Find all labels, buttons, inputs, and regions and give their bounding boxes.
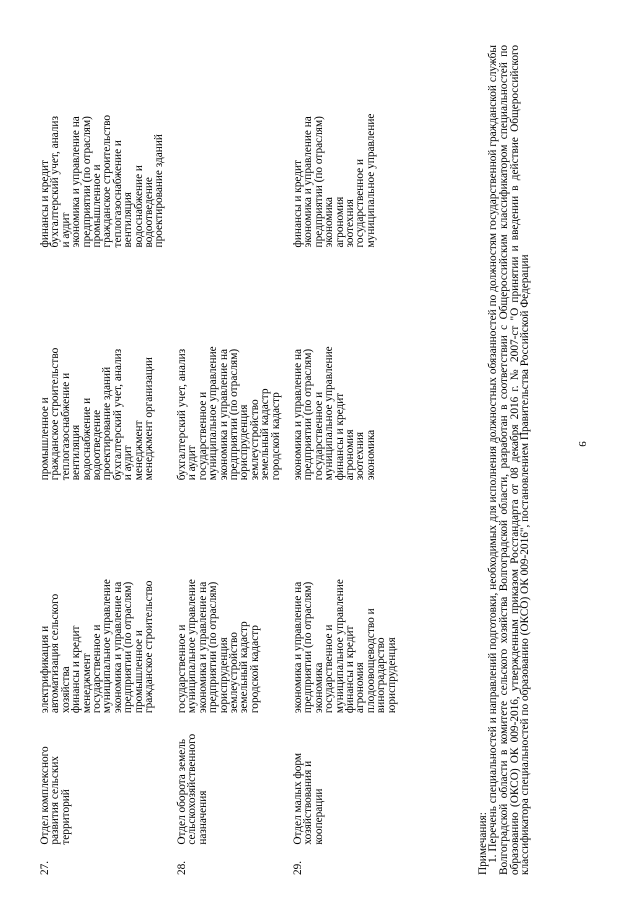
- specialties-column-b: [40, 247, 177, 480]
- specialties-column-a-line: государственное и: [91, 624, 104, 714]
- specialties-column-a-line: государственное и: [323, 624, 336, 714]
- specialties-column-b-line: бухгалтерский учет, анализ: [175, 348, 188, 481]
- specialties-column-c-line: предприятии (по отраслям): [80, 116, 93, 248]
- row-number: 28.: [175, 860, 188, 875]
- specialties-column-c: [40, 45, 177, 247]
- specialties-column-a-line: муниципальное управление: [186, 579, 199, 714]
- specialties-column-a-line: гражданское строительство: [143, 580, 156, 714]
- specialties-column-a-line: экономика: [312, 662, 325, 714]
- specialties-column-b-line: промышленное и: [39, 397, 51, 481]
- specialties-column-b-line: менеджмент организации: [143, 357, 156, 481]
- specialties-column-b-line: государственное и: [312, 391, 325, 481]
- specialties-column-a-line: городской кадастр: [248, 625, 261, 714]
- specialties-column-b-line: экономика и управление на: [291, 348, 304, 481]
- department-name-line: Отдел малых форм: [291, 752, 304, 845]
- specialties-column-b-line: и аудит: [186, 445, 199, 481]
- specialties-column-b-line: муниципальное управление: [207, 346, 220, 481]
- specialties-column-c-line: водоотведение: [143, 177, 156, 248]
- specialties-column-a-line: землеустройство: [227, 632, 240, 714]
- specialties-column-b-line: экономика и управление на: [217, 348, 230, 481]
- specialties-column-a-line: финансы и кредит: [70, 625, 83, 714]
- specialties-column-b-line: земельный кадастр: [259, 388, 272, 481]
- specialties-column-b-line: менеджмент: [132, 420, 145, 481]
- notes-text: 1. Перечень специальностей и направлений подготовки, необходимых для исполнения должностных обязанностей по должностям государственной гражданской службы Волгоградской области в комитете сельского хозяйства Волгоградской области, разработан в соответствии с Общероссийским классификатором специальностей по образованию (ОКСО) ОК 009-2016, утвержденным приказом Росстандарта от 08 декабря 2016 г. № 2007-ст "О принятии и введении в действие Общероссийского классификатора специальностей по образованию (ОКСО) ОК 009-2016", постановлением Правительства Российской Федерации: [487, 45, 532, 875]
- specialties-column-b-line: водоснабжение и: [80, 397, 93, 481]
- department-name-line: сельскохозяйственного: [186, 733, 199, 845]
- department-name: [177, 713, 293, 845]
- row-number: 29.: [291, 860, 304, 875]
- qualification-table: [40, 45, 409, 875]
- department-name-line: назначения: [196, 790, 209, 845]
- table-row: [40, 45, 177, 875]
- specialties-column-b-line: юриспруденция: [238, 404, 251, 481]
- department-name-line: развития сельских: [49, 755, 62, 845]
- table-row: [293, 45, 409, 875]
- row-number: 27.: [39, 860, 51, 875]
- specialties-column-a-line: промышленное и: [132, 630, 145, 714]
- specialties-column-a-line: экономика и управление на: [196, 581, 209, 714]
- specialties-column-b-line: зоотехния: [354, 431, 367, 481]
- specialties-column-b-line: государственное и: [196, 391, 209, 481]
- specialties-column-a-line: хозяйства: [59, 666, 72, 714]
- specialties-column-c-line: промышленное и: [91, 164, 104, 248]
- specialties-column-a-line: государственное и: [175, 624, 188, 714]
- department-name: [40, 713, 177, 845]
- specialties-column-a-line: муниципальное управление: [101, 579, 114, 714]
- specialties-column-a-line: виноградарство: [375, 637, 388, 714]
- specialties-column-b-line: теплогазоснабжение и: [59, 372, 72, 481]
- specialties-column-a: [293, 480, 409, 713]
- specialties-column-c-line: экономика: [323, 197, 336, 248]
- specialties-column-c: [177, 45, 293, 247]
- specialties-column-b-line: бухгалтерский учет, анализ: [111, 348, 124, 481]
- specialties-column-c-line: водоснабжение и: [132, 165, 145, 248]
- specialties-column-b-line: предприятии (по отраслям): [302, 348, 315, 481]
- specialties-column-a-line: автоматизация сельского: [49, 593, 62, 714]
- specialties-column-a-line: менеджмент: [80, 653, 93, 714]
- specialties-column-b-line: проектирование зданий: [101, 366, 114, 481]
- specialties-column-c-line: государственное и: [354, 158, 367, 248]
- specialties-column-b-line: гражданское строительство: [49, 347, 62, 481]
- specialties-column-c-line: муниципальное управление: [364, 113, 377, 248]
- specialties-column-c-line: предприятии (по отраслям): [312, 116, 325, 248]
- specialties-column-b-line: экономика: [364, 429, 377, 481]
- specialties-column-c-line: теплогазоснабжение и: [111, 140, 124, 248]
- specialties-column-a: [40, 480, 177, 713]
- department-name-line: Отдел комплексного: [39, 746, 51, 845]
- specialties-column-c-line: агрономия: [333, 196, 346, 248]
- specialties-column-b-line: водоотведение: [91, 409, 104, 481]
- specialties-column-a-line: предприятии (по отраслям): [207, 581, 220, 714]
- specialties-column-c-line: и аудит: [59, 212, 72, 248]
- specialties-column-c-line: финансы и кредит: [39, 159, 51, 248]
- page-number: 9: [576, 441, 588, 447]
- specialties-column-c-line: финансы и кредит: [291, 159, 304, 248]
- specialties-column-c-line: проектирование зданий: [153, 134, 166, 248]
- specialties-column-a-line: электрификация и: [39, 625, 51, 714]
- specialties-column-b-line: финансы и кредит: [333, 392, 346, 481]
- notes-section: [478, 45, 531, 875]
- specialties-column-b-line: агрономия: [343, 429, 356, 481]
- specialties-column-c-line: экономика и управление на: [70, 116, 83, 248]
- specialties-column-b-line: муниципальное управление: [323, 346, 336, 481]
- specialties-column-b: [177, 247, 293, 480]
- specialties-column-b-line: предприятии (по отраслям): [227, 348, 240, 481]
- specialties-column-a-line: предприятии (по отраслям): [122, 581, 135, 714]
- specialties-column-b-line: городской кадастр: [269, 392, 282, 481]
- specialties-column-b-line: и аудит: [122, 445, 135, 481]
- specialties-column-a-line: предприятии (по отраслям): [302, 581, 315, 714]
- notes-title: Примечания:: [477, 812, 489, 875]
- specialties-column-b-line: вентиляция: [70, 424, 83, 481]
- specialties-column-c-line: экономика и управление на: [302, 116, 315, 248]
- table-row: [177, 45, 293, 875]
- department-name-line: Отдел оборота земель: [175, 738, 188, 845]
- specialties-column-a-line: агрономия: [354, 662, 367, 714]
- specialties-column-c-line: бухгалтерский учет, анализ: [49, 116, 62, 248]
- specialties-column-a-line: финансы и кредит: [343, 625, 356, 714]
- specialties-column-a-line: экономика и управление на: [291, 581, 304, 714]
- specialties-column-b-line: землеустройство: [248, 399, 261, 481]
- specialties-column-c-line: зоотехния: [343, 199, 356, 248]
- specialties-column-a: [177, 480, 293, 713]
- rotated-page-content: [40, 45, 560, 875]
- specialties-column-a-line: юриспруденция: [217, 637, 230, 714]
- department-name-line: территорий: [59, 789, 72, 845]
- specialties-column-b: [293, 247, 409, 480]
- specialties-column-a-line: земельный кадастр: [238, 621, 251, 714]
- specialties-column-a-line: плодоовощеводство и: [364, 608, 377, 714]
- specialties-column-c-line: вентиляция: [122, 192, 135, 248]
- department-name-line: хозяйствования и: [302, 760, 315, 845]
- department-name-line: кооперации: [312, 788, 325, 845]
- specialties-column-a-line: муниципальное управление: [333, 579, 346, 714]
- specialties-column-c-line: гражданское строительство: [101, 114, 114, 248]
- specialties-column-c: [293, 45, 409, 247]
- specialties-column-a-line: юриспруденция: [385, 637, 398, 714]
- specialties-column-a-line: экономика и управление на: [111, 581, 124, 714]
- department-name: [293, 713, 409, 845]
